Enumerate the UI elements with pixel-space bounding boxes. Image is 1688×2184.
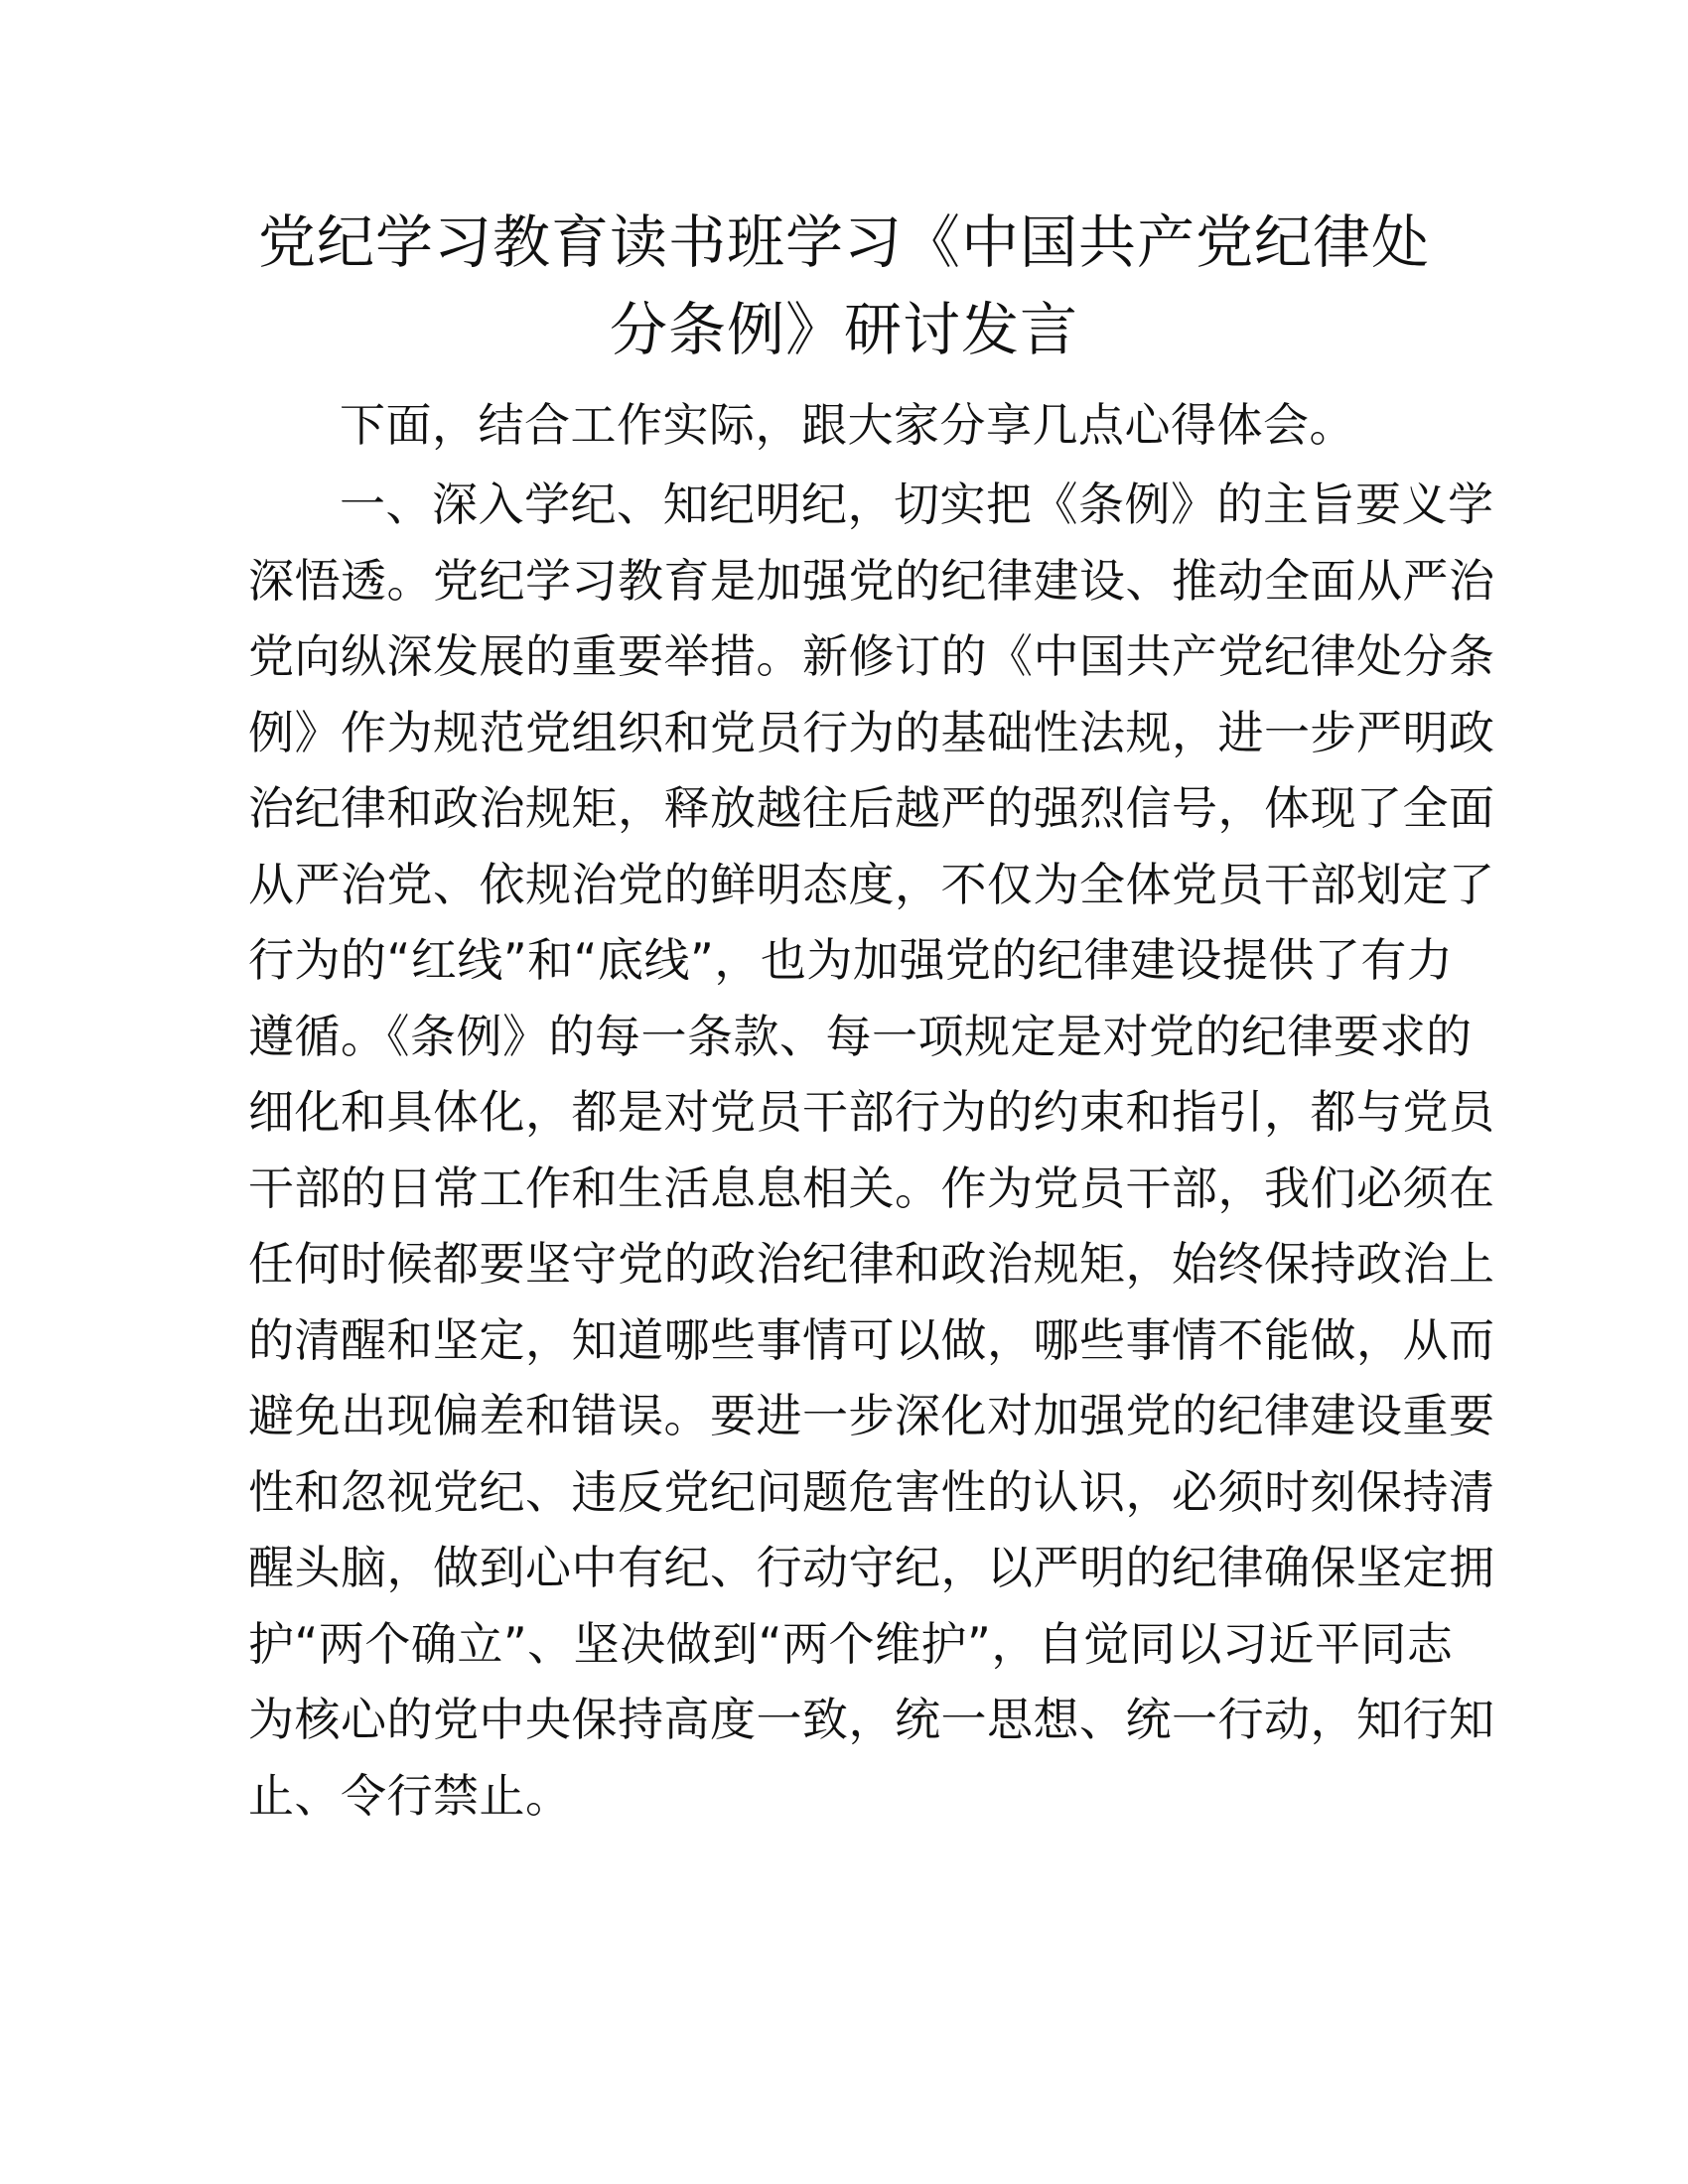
paragraph-line: 治纪律和政治规矩，释放越往后越严的强烈信号，体现了全面 xyxy=(248,781,1495,835)
paragraph-line: 止、令行禁止。 xyxy=(248,1768,572,1823)
paragraph-line: 一、深入学纪、知纪明纪，切实把《条例》的主旨要义学 xyxy=(340,478,1494,531)
paragraph-line: 任何时候都要坚守党的政治纪律和政治规矩，始终保持政治上 xyxy=(248,1237,1495,1291)
paragraph-line: 干部的日常工作和生活息息相关。作为党员干部，我们必须在 xyxy=(248,1160,1495,1215)
title-line-1: 党纪学习教育读书班学习《中国共产党纪律处 xyxy=(257,208,1430,276)
paragraph-line: 性和忽视党纪、违反党纪问题危害性的认识，必须时刻保持清 xyxy=(248,1464,1495,1519)
paragraph-line: 护“两个确立”、坚决做到“两个维护”，自觉同以习近平同志 xyxy=(248,1616,1454,1671)
document-title xyxy=(228,199,1460,373)
paragraph-line: 党向纵深发展的重要举措。新修订的《中国共产党纪律处分条 xyxy=(248,629,1495,683)
paragraph-line: 为核心的党中央保持高度一致，统一思想、统一行动，知行知 xyxy=(248,1693,1495,1746)
section-one-paragraph xyxy=(248,467,1495,1834)
paragraph-line: 例》作为规范党组织和党员行为的基础性法规，进一步严明政 xyxy=(248,705,1495,759)
paragraph-line: 深悟透。党纪学习教育是加强党的纪律建设、推动全面从严治 xyxy=(248,553,1495,608)
paragraph-line: 避免出现偏差和错误。要进一步深化对加强党的纪律建设重要 xyxy=(248,1389,1495,1442)
intro-paragraph: 下面，结合工作实际，跟大家分享几点心得体会。 xyxy=(340,398,1355,452)
paragraph-line: 行为的“红线”和“底线”，也为加强党的纪律建设提供了有力 xyxy=(248,933,1454,987)
title-line-2: 分条例》研讨发言 xyxy=(609,296,1078,363)
paragraph-line: 遵循。《条例》的每一条款、每一项规定是对党的纪律要求的 xyxy=(248,1009,1473,1063)
paragraph-line: 醒头脑，做到心中有纪、行动守纪，以严明的纪律确保坚定拥 xyxy=(248,1541,1495,1594)
paragraph-line: 的清醒和坚定，知道哪些事情可以做，哪些事情不能做，从而 xyxy=(248,1312,1495,1367)
paragraph-line: 从严治党、依规治党的鲜明态度，不仅为全体党员干部划定了 xyxy=(248,857,1495,911)
paragraph-line: 细化和具体化，都是对党员干部行为的约束和指引，都与党员 xyxy=(248,1085,1495,1139)
